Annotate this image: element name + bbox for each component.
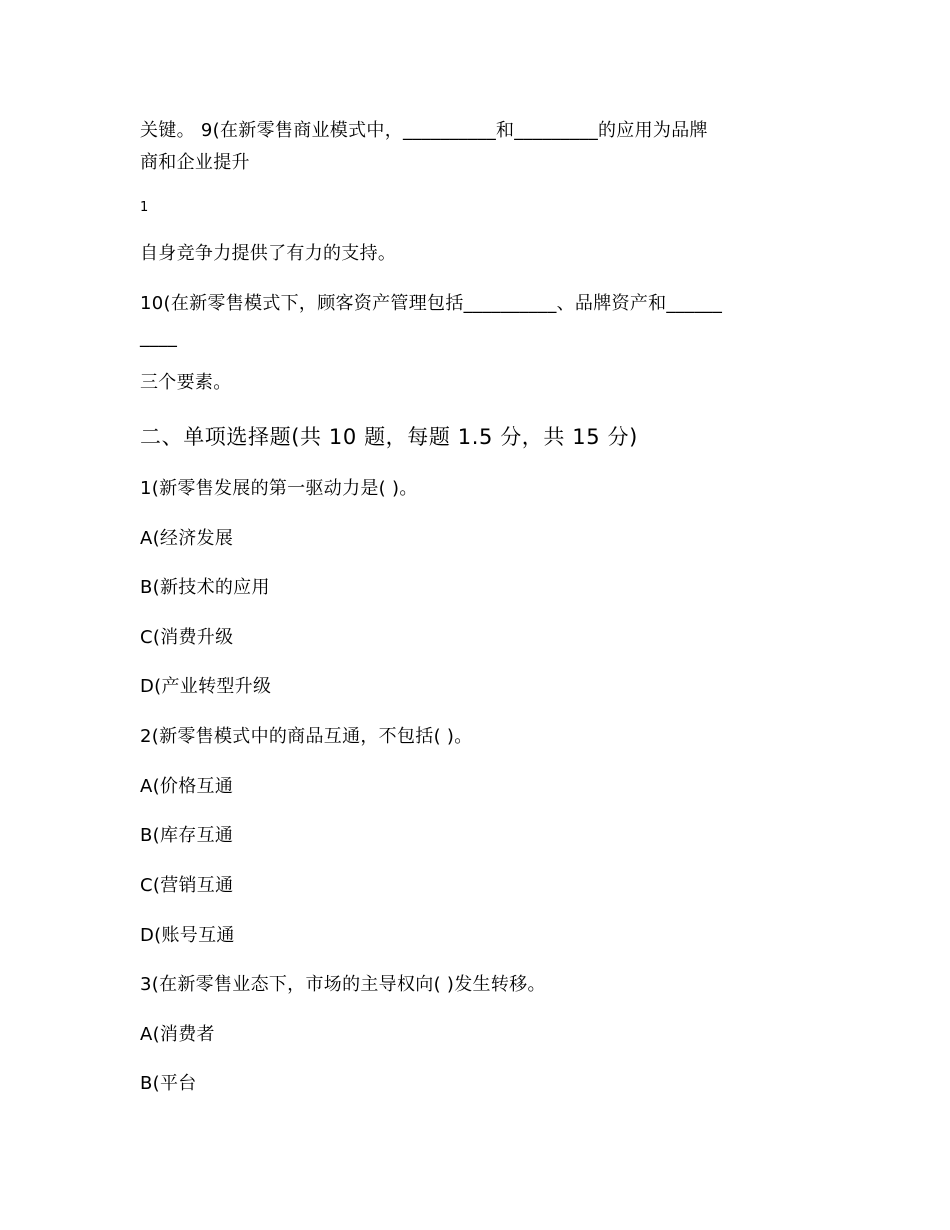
- question-option: C(营销互通: [140, 875, 234, 896]
- question-stem: 3(在新零售业态下，市场的主导权向( )发生转移。: [140, 974, 546, 995]
- text-line: 自身竞争力提供了有力的支持。: [140, 243, 397, 264]
- question-option: A(价格互通: [140, 776, 234, 797]
- text-line: ____: [140, 327, 178, 348]
- text-line: 10(在新零售模式下，顾客资产管理包括__________、品牌资产和______: [140, 293, 723, 314]
- text-line: 关键。 9(在新零售商业模式中，__________和_________的应用为品牌: [140, 120, 708, 141]
- question-option: D(产业转型升级: [140, 676, 272, 697]
- question-option: A(消费者: [140, 1024, 215, 1045]
- question-option: C(消费升级: [140, 627, 234, 648]
- question-option: A(经济发展: [140, 528, 234, 549]
- question-stem: 2(新零售模式中的商品互通，不包括( )。: [140, 726, 473, 747]
- question-option: D(账号互通: [140, 925, 235, 946]
- question-option: B(平台: [140, 1073, 197, 1094]
- question-option: B(新技术的应用: [140, 577, 270, 598]
- question-stem: 1(新零售发展的第一驱动力是( )。: [140, 478, 418, 499]
- text-line: 三个要素。: [140, 372, 232, 393]
- text-line: 商和企业提升: [140, 152, 250, 173]
- section-heading: 二、单项选择题(共 10 题，每题 1.5 分，共 15 分): [140, 425, 638, 449]
- page-number: 1: [140, 200, 149, 215]
- question-option: B(库存互通: [140, 825, 234, 846]
